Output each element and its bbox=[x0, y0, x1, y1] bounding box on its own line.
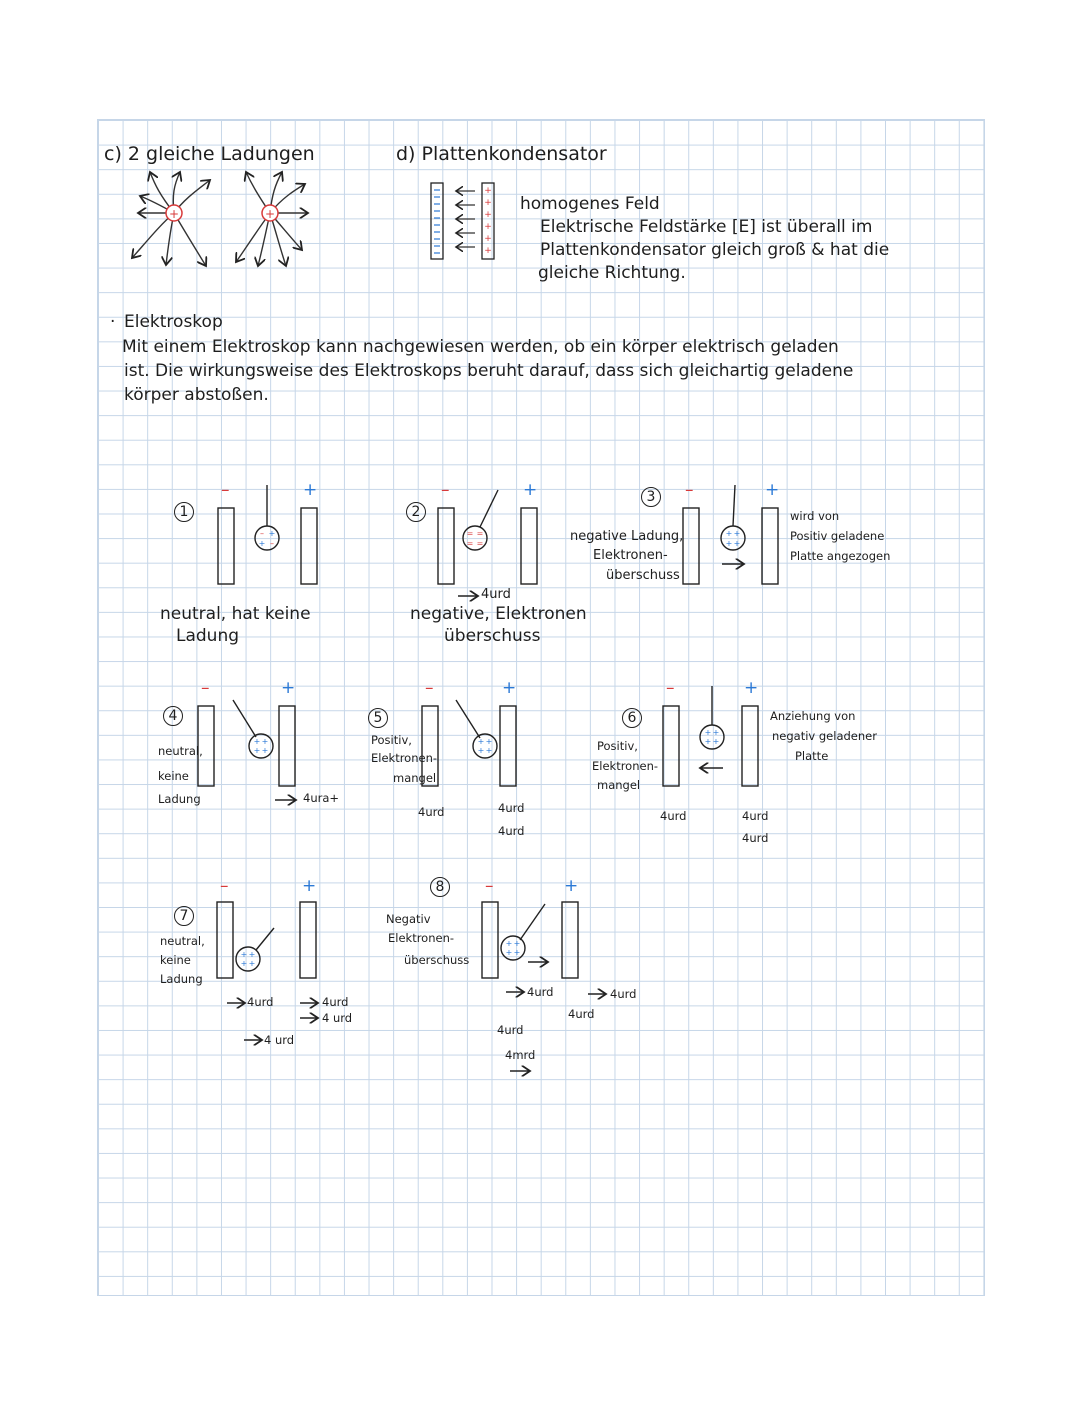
capacitor-line-4: gleiche Richtung. bbox=[538, 263, 686, 283]
svg-text:=: = bbox=[476, 529, 484, 538]
diagram-1-caption-1: neutral, hat keine bbox=[160, 604, 311, 624]
diagram-3-right-1: wird von bbox=[790, 509, 840, 523]
diagram-7-left-2: keine bbox=[160, 953, 191, 967]
diagram-5-left-2: Elektronen- bbox=[371, 751, 438, 765]
svg-text:+: + bbox=[712, 737, 720, 746]
svg-text:+: + bbox=[733, 529, 741, 538]
diagram-1-plus: + bbox=[303, 480, 318, 500]
svg-text:+: + bbox=[485, 746, 493, 755]
diagram-7-wird-1: 4urd bbox=[247, 995, 274, 1009]
svg-text:+: + bbox=[258, 539, 266, 548]
diagram-5-left-3: mangel bbox=[393, 771, 437, 785]
diagram-6-wird-3: 4urd bbox=[742, 831, 769, 845]
diagram-2-caption-1: negative, Elektronen bbox=[410, 604, 587, 624]
elektroskop-text-1: Mit einem Elektroskop kann nachgewiesen werden, ob ein körper elektrisch geladen bbox=[122, 337, 839, 357]
svg-text:+: + bbox=[704, 728, 712, 737]
diagram-6-plus: + bbox=[744, 678, 759, 698]
diagram-8-wird-5: 4mrd bbox=[505, 1048, 536, 1062]
diagram-6-right-1: Anziehung von bbox=[770, 709, 856, 723]
svg-text:+: + bbox=[484, 210, 492, 220]
svg-text:+: + bbox=[484, 198, 492, 208]
svg-text:+: + bbox=[268, 529, 276, 538]
svg-text:+: + bbox=[264, 207, 276, 221]
diagram-5-plus: + bbox=[502, 678, 517, 698]
bullet-point: · bbox=[110, 312, 116, 332]
diagram-6-number: 6 bbox=[622, 708, 642, 728]
diagram-2-minus: – bbox=[441, 480, 450, 500]
svg-text:+: + bbox=[725, 529, 733, 538]
svg-text:–: – bbox=[260, 529, 264, 538]
svg-text:+: + bbox=[261, 746, 269, 755]
diagram-3-minus: – bbox=[685, 480, 694, 500]
svg-text:+: + bbox=[725, 539, 733, 548]
svg-text:+: + bbox=[168, 207, 180, 221]
diagram-6-left-3: mangel bbox=[597, 778, 641, 792]
diagram-2-plus: + bbox=[523, 480, 538, 500]
diagram-3-left-2: Elektronen- bbox=[593, 548, 668, 563]
section-c-title: c) 2 gleiche Ladungen bbox=[104, 143, 315, 165]
diagram-7-plus: + bbox=[302, 876, 317, 896]
diagram-7-number: 7 bbox=[174, 906, 194, 926]
svg-text:+: + bbox=[477, 746, 485, 755]
diagram-4-number: 4 bbox=[163, 706, 183, 726]
svg-text:+: + bbox=[484, 246, 492, 256]
plate-capacitor-drawing bbox=[431, 183, 494, 259]
diagram-7-wird-3: 4urd bbox=[322, 995, 349, 1009]
diagram-8-number: 8 bbox=[430, 877, 450, 897]
section-d-title: d) Plattenkondensator bbox=[396, 143, 607, 165]
diagram-6-left-1: Positiv, bbox=[597, 739, 638, 753]
svg-text:+: + bbox=[484, 234, 492, 244]
diagram-5-wird-1: 4urd bbox=[418, 805, 445, 819]
diagram-7-left-1: neutral, bbox=[160, 934, 205, 948]
svg-text:+: + bbox=[477, 737, 485, 746]
diagram-5-number: 5 bbox=[368, 708, 388, 728]
diagram-6-right-2: negativ geladener bbox=[772, 729, 877, 743]
diagram-8-wird-4: 4urd bbox=[497, 1023, 524, 1037]
diagram-4-left-1: neutral, bbox=[158, 744, 203, 758]
svg-text:+: + bbox=[253, 737, 261, 746]
diagram-1-minus: – bbox=[221, 480, 230, 500]
diagram-7-left-3: Ladung bbox=[160, 972, 203, 986]
svg-text:+: + bbox=[733, 539, 741, 548]
diagram-5-wird-2: 4urd bbox=[498, 801, 525, 815]
diagram-5-minus: – bbox=[425, 678, 434, 698]
diagram-4-wird: 4ura+ bbox=[303, 791, 340, 805]
diagram-8-plus: + bbox=[564, 876, 579, 896]
elektroskop-heading: Elektroskop bbox=[124, 312, 223, 332]
field-lines-two-charges bbox=[132, 172, 308, 266]
svg-text:+: + bbox=[704, 737, 712, 746]
svg-text:–: – bbox=[270, 539, 274, 548]
diagram-8-wird-3: 4urd bbox=[568, 1007, 595, 1021]
diagram-3-plus: + bbox=[765, 480, 780, 500]
diagram-4-left-2: keine bbox=[158, 769, 189, 783]
svg-text:=: = bbox=[466, 529, 474, 538]
diagram-7-wird-4: 4 urd bbox=[322, 1011, 353, 1025]
capacitor-line-2: Elektrische Feldstärke [E] ist überall im bbox=[540, 217, 873, 237]
svg-text:+: + bbox=[513, 939, 521, 948]
svg-text:+: + bbox=[485, 737, 493, 746]
diagram-6-left-2: Elektronen- bbox=[592, 759, 659, 773]
diagram-1-number: 1 bbox=[174, 502, 194, 522]
svg-text:+: + bbox=[253, 746, 261, 755]
elektroskop-text-3: körper abstoßen. bbox=[124, 385, 269, 405]
diagram-8-minus: – bbox=[485, 876, 494, 896]
capacitor-line-3: Plattenkondensator gleich groß & hat die bbox=[540, 240, 890, 260]
svg-text:+: + bbox=[484, 222, 492, 232]
diagram-6-wird-1: 4urd bbox=[660, 809, 687, 823]
diagram-5-wird-3: 4urd bbox=[498, 824, 525, 838]
diagram-2-wird: 4urd bbox=[481, 587, 511, 602]
diagram-5-left-1: Positiv, bbox=[371, 733, 412, 747]
svg-text:=: = bbox=[466, 539, 474, 548]
svg-text:+: + bbox=[505, 939, 513, 948]
svg-text:+: + bbox=[248, 959, 256, 968]
diagram-7-minus: – bbox=[220, 876, 229, 896]
diagram-7-wird-2: 4 urd bbox=[264, 1033, 295, 1047]
diagram-8-left-3: überschuss bbox=[404, 953, 470, 967]
diagram-6-right-3: Platte bbox=[795, 749, 829, 763]
svg-text:+: + bbox=[240, 959, 248, 968]
diagram-3-right-3: Platte angezogen bbox=[790, 549, 891, 563]
diagram-6-wird-2: 4urd bbox=[742, 809, 769, 823]
diagram-3-number: 3 bbox=[641, 487, 661, 507]
diagram-8-wird-1: 4urd bbox=[527, 985, 554, 999]
svg-text:+: + bbox=[513, 948, 521, 957]
diagram-4-left-3: Ladung bbox=[158, 792, 201, 806]
svg-text:+: + bbox=[505, 948, 513, 957]
svg-text:+: + bbox=[248, 950, 256, 959]
elektroskop-text-2: ist. Die wirkungsweise des Elektroskops beruht darauf, dass sich gleichartig geladene bbox=[124, 361, 854, 381]
diagram-8-wird-2: 4urd bbox=[610, 987, 637, 1001]
diagram-8-left-1: Negativ bbox=[386, 912, 431, 926]
diagram-3-right-2: Positiv geladene bbox=[790, 529, 885, 543]
diagram-1-caption-2: Ladung bbox=[176, 626, 240, 646]
diagram-4-plus: + bbox=[281, 678, 296, 698]
svg-text:+: + bbox=[484, 186, 492, 196]
svg-text:+: + bbox=[261, 737, 269, 746]
diagram-6-minus: – bbox=[666, 678, 675, 698]
diagram-8-left-2: Elektronen- bbox=[388, 931, 455, 945]
diagram-3-left-1: negative Ladung, bbox=[570, 529, 684, 544]
diagram-4-minus: – bbox=[201, 678, 210, 698]
svg-text:=: = bbox=[476, 539, 484, 548]
diagram-3-left-3: überschuss bbox=[606, 568, 680, 583]
diagram-2-caption-2: überschuss bbox=[444, 626, 541, 646]
capacitor-line-1: homogenes Feld bbox=[520, 194, 660, 214]
svg-text:+: + bbox=[712, 728, 720, 737]
svg-text:+: + bbox=[240, 950, 248, 959]
diagram-2-number: 2 bbox=[406, 502, 426, 522]
